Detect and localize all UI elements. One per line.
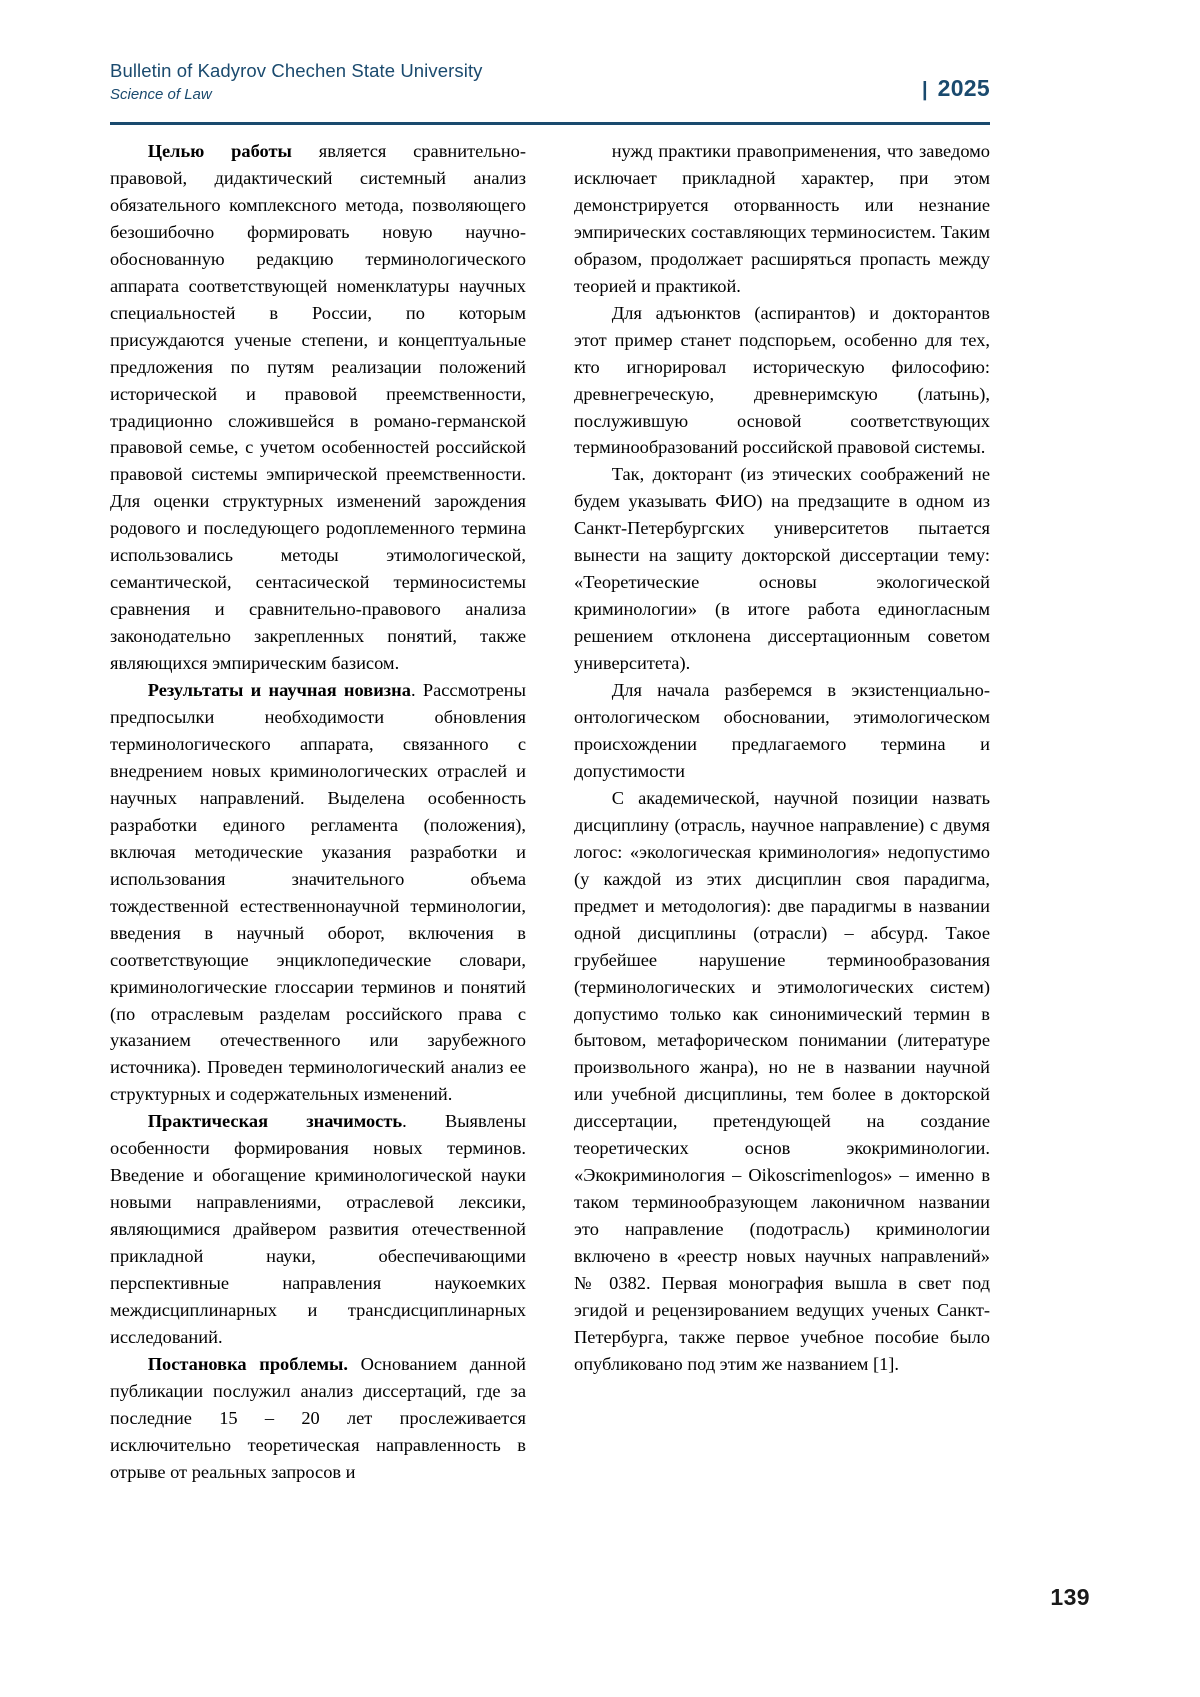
paragraph-lead: Постановка проблемы.: [147, 1353, 348, 1374]
journal-subtitle: Science of Law: [110, 86, 212, 104]
paragraph-text: нужд практики правоприменения, что заведомо исключает прикладной характер, при этом демонстрируется оторванность или незнание эмпирических составляющих терминосистем. Таким образом, продолжает расширяться пропасть между теорией и практикой.: [574, 141, 990, 296]
paragraph-text: Так, докторант (из этических соображений не будем указывать ФИО) на предзащите в одном из Санкт-Петербургских университетов пытается вынести на защиту докторской диссертации тему: «Теоретические основы экологической криминологии» (в итоге работа единогласным решением отклонена диссертационным советом университета).: [574, 464, 990, 674]
paragraph: [574, 785, 990, 1378]
paragraph: [110, 1351, 526, 1486]
paragraph-text: Основанием данной публикации послужил анализ диссертаций, где за последние 15 – 20 лет прослеживается исключительно теоретическая направленность в отрыве от реальных запросов и: [110, 1353, 526, 1482]
paragraph-text: . Выявлены особенности формирования новых терминов. Введение и обогащение криминологической науки новыми направлениями, отраслевой лексики, являющимися драйвером развития отечественной прикладной науки, обеспечивающими перспективные направления наукоемких междисциплинарных и трансдисциплинарных исследований.: [110, 1111, 526, 1347]
header-journal-info: [110, 60, 483, 104]
paragraph-text: Для начала разберемся в экзистенциально-онтологическом обосновании, этимологическом происхождении предлагаемого термина и допустимости: [574, 680, 990, 781]
body-columns: [110, 138, 990, 1486]
paragraph-text: Для адъюнктов (аспирантов) и докторантов этот пример станет подспорьем, особенно для тех, кто игнорировал историческую философию: древнегреческую, древнеримскую (латынь), послужившую основой соответствующих терминообразований российской правовой системы.: [574, 302, 990, 458]
paragraph: [574, 300, 990, 462]
paragraph: [110, 677, 526, 1108]
header-year: 2025: [937, 75, 990, 102]
header-divider: [110, 122, 990, 125]
paragraph: [110, 138, 526, 677]
page-number: 139: [1050, 1584, 1090, 1610]
header-separator: |: [922, 79, 928, 102]
paragraph-lead: Результаты и научная новизна: [147, 680, 411, 701]
paragraph-text: . Рассмотрены предпосылки необходимости обновления терминологического аппарата, связанного с внедрением новых криминологических отраслей и научных направлений. Выделена особенность разработки единого регламента (положения), включая методические указания разработки и использования значительного объема тождественной естественнонаучной терминологии, введения в научный оборот, включения в соответствующие энциклопедические словари, криминологические глоссарии терминов и понятий (по отраслевым разделам российского права с указанием отечественного или зарубежного источника). Проведен терминологический анализ ее структурных и содержательных изменений.: [110, 680, 526, 1105]
page-header: [110, 60, 990, 104]
column-left: [110, 138, 526, 1486]
header-year-block: [922, 75, 990, 104]
paragraph: [110, 1108, 526, 1351]
paragraph-lead: Целью работы: [147, 141, 292, 161]
paragraph: [574, 461, 990, 677]
journal-title: Bulletin of Kadyrov Chechen State University: [110, 60, 483, 81]
paragraph-text: является сравнительно-правовой, дидактический системный анализ обязательного комплексного метода, позволяющего безошибочно формировать новую научно-обоснованную редакцию терминологического аппарата соответствующей номенклатуры научных специальностей в России, по которым присуждаются ученые степени, и концептуальные предложения по путям реализации положений исторической и правовой преемственности, традиционно сложившейся в романо-германской правовой семье, с учетом особенностей российской правовой системы эмпирической преемственности. Для оценки структурных изменений зарождения родового и последующего родоплеменного термина использовались методы этимологической, семантической, сентасической терминосистемы сравнения и сравнительно-правового анализа законодательно закрепленных понятий, также являющихся эмпирическим базисом.: [110, 141, 526, 674]
paragraph-lead: Практическая значимость: [147, 1111, 403, 1132]
paragraph-text: С академической, научной позиции назвать дисциплину (отрасль, научное направление) с двумя логос: «экологическая криминология» недопустимо (у каждой из этих дисциплин своя парадигма, предмет и методология): две парадигмы в названии одной дисциплины (отрасли) – абсурд. Такое грубейшее нарушение терминообразования (терминологических и этимологических систем) допустимо только как синонимический термин в бытовом, метафорическом понимании (литературе произвольного жанра), но не в названии научной или учебной дисциплины, тем более в докторской диссертации, претендующей на создание теоретических основ экокриминологии. «Экокриминология – Oikoscrimenlogos» – именно в таком терминообразующем лаконичном названии это направление (подотрасль) криминологии включено в «реестр новых научных направлений» № 0382. Первая монография вышла в свет под эгидой и рецензированием ведущих ученых Санкт-Петербурга, также первое учебное пособие было опубликовано под этим же названием [1].: [574, 787, 990, 1374]
column-right: [574, 138, 990, 1486]
paragraph: [574, 677, 990, 785]
paragraph: [574, 138, 990, 300]
